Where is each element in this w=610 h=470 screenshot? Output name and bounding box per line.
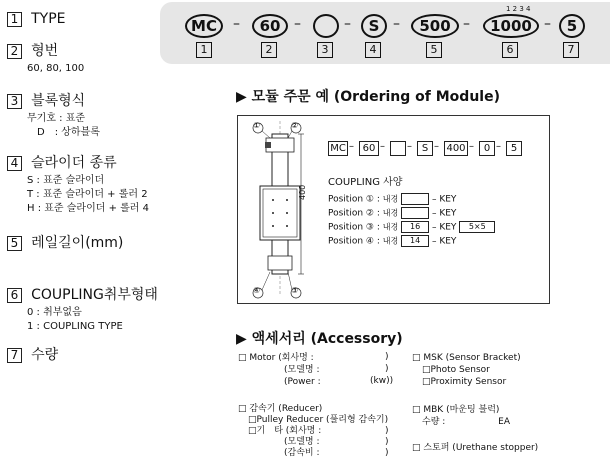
section-line: S : 표준 슬라이더 [27,175,105,186]
motor-close-1: ) [385,352,389,362]
accessory-heading: ▶ 액세서리 (Accessory) [236,331,403,347]
section-type [7,8,66,27]
section-number: 5 [7,236,22,251]
position-inner: 내경 [382,236,399,246]
code-dash: – [393,16,400,32]
section-line: 1 : COUPLING TYPE [27,321,123,332]
ordering-heading: ▶ 모듈 주문 예 (Ordering of Module) [236,89,500,105]
code-dash: – [407,141,412,152]
code-part-mc: MC [185,14,223,38]
msk-title: □ MSK (Sensor Bracket) [412,353,521,363]
reducer-title: □ 감속기 (Reducer) [238,404,323,414]
reducer-ratio: (감속비 : [284,448,320,458]
code-part-quantity: 5 [559,14,585,38]
reducer-pulley: □Pulley Reducer (풀리형 감속기) [248,415,389,425]
section-line: 60, 80, 100 [27,63,85,74]
circle-label-3: ③ [291,286,299,295]
position-value-box [401,193,429,205]
section-quantity [7,344,58,364]
code-part-coupling: 1000 [483,14,539,38]
motor-kw: (kw)) [370,376,394,386]
position-row-4: Position ④ : 내경 14 – KEY [328,236,457,247]
code-dash: – [344,16,351,32]
code-dash: – [463,16,470,32]
section-number: 4 [7,156,22,171]
code-dash: – [469,141,474,152]
section-title: 슬라이더 종류 [31,155,117,171]
mbk-ea: EA [498,417,510,427]
example-code-slider: S [417,141,433,156]
section-rail-length [7,232,123,252]
code-dash: – [349,141,354,152]
section-number: 2 [7,44,22,59]
position-key: – KEY [431,222,457,233]
mbk-qty-row [422,416,510,428]
circle-label-2: ② [291,121,299,130]
accessory-mbk [412,404,510,428]
mbk-title: □ MBK (마운팅 블럭) [412,405,500,415]
code-dash: – [434,141,439,152]
position-key: – KEY [431,236,457,247]
reducer-other: □기 타 (회사명 : [248,426,322,436]
section-title: TYPE [31,11,66,27]
example-code-quantity: 5 [506,141,522,156]
section-line: H : 표준 슬라이더 + 롤러 4 [27,203,149,214]
code-part-length: 500 [411,14,459,38]
position-inner: 내경 [382,194,399,204]
code-num-box: 5 [426,42,442,58]
code-dash: – [294,16,301,32]
position-marks: 1 2 3 4 [506,5,531,13]
position-inner: 내경 [382,222,399,232]
module-drawing [238,116,328,303]
section-title: 레일길이(mm) [31,235,124,251]
reducer-model: (모델명 : [284,437,320,447]
code-num-box: 2 [261,42,277,58]
accessory-stopper [412,440,538,453]
circle-label-1: ① [253,121,261,130]
coupling-title: COUPLING 사양 [328,177,403,188]
circle-label-4: ④ [253,286,261,295]
accessory-reducer [238,404,388,459]
accessory-msk [412,352,521,388]
position-inner: 내경 [382,208,399,218]
position-label: Position ① [328,194,374,205]
section-number: 6 [7,288,22,303]
position-label: Position ③ [328,222,374,233]
accessory-motor [238,352,321,388]
position-keyval-box: 5×5 [459,221,495,233]
position-label: Position ④ [328,236,374,247]
code-num-box: 7 [563,42,579,58]
section-model-number [7,40,84,76]
code-part-slider: S [361,14,387,38]
motor-power: (Power : [284,377,321,387]
ordering-example-box [237,115,550,304]
position-row-3: Position ③ : 내경 16 – KEY 5×5 [328,221,495,233]
position-row-1: Position ① : 내경 – KEY [328,194,457,205]
section-number: 7 [7,348,22,363]
section-line: 무기호 : 표준 [27,113,86,124]
stopper-title: □ 스토퍼 (Urethane stopper) [412,443,539,453]
section-title: 블록형식 [31,93,86,109]
example-code-block [390,141,406,156]
reducer-close-1: ) [385,426,389,436]
example-code-size: 60 [359,141,379,156]
code-dash: – [496,141,501,152]
section-line: D : 상하블록 [37,127,100,138]
code-num-box: 6 [502,42,518,58]
position-row-2: Position ② : 내경 – KEY [328,208,457,219]
motor-title: □ Motor (회사명 : [238,353,314,363]
code-num-box: 3 [317,42,333,58]
section-block-type [7,90,100,140]
position-value-box: 16 [401,221,429,233]
motor-model: (모델명 : [284,365,320,375]
section-line: 0 : 취부없음 [27,307,82,318]
example-code-length: 400 [444,141,468,156]
msk-proximity: □Proximity Sensor [422,377,507,387]
position-key: – KEY [431,208,457,219]
code-num-box: 4 [365,42,381,58]
section-coupling [7,284,158,334]
position-key: – KEY [431,194,457,205]
code-dash: – [544,16,551,32]
example-code-coupling: 0 [479,141,495,156]
code-banner [160,2,610,64]
code-part-block [313,14,339,38]
mbk-qty-label: 수량 : [422,417,446,427]
code-dash: – [233,16,240,32]
section-line: T : 표준 슬라이더 + 롤러 2 [27,189,148,200]
section-number: 1 [7,12,22,27]
example-code-mc: MC [328,141,348,156]
code-part-size: 60 [252,14,288,38]
msk-photo: □Photo Sensor [422,365,490,375]
motor-close-2: ) [385,364,389,374]
position-label: Position ② [328,208,374,219]
section-title: 형번 [31,43,59,59]
section-number: 3 [7,94,22,109]
code-dash: – [380,141,385,152]
section-title: 수량 [31,347,59,363]
reducer-close-2: ) [385,437,389,447]
section-title: COUPLING취부형태 [31,287,158,303]
code-num-box: 1 [196,42,212,58]
position-value-box: 14 [401,235,429,247]
section-slider-type [7,152,149,216]
position-value-box [401,207,429,219]
rail-length-dim: 400 [298,184,307,200]
reducer-close-3: ) [385,448,389,458]
